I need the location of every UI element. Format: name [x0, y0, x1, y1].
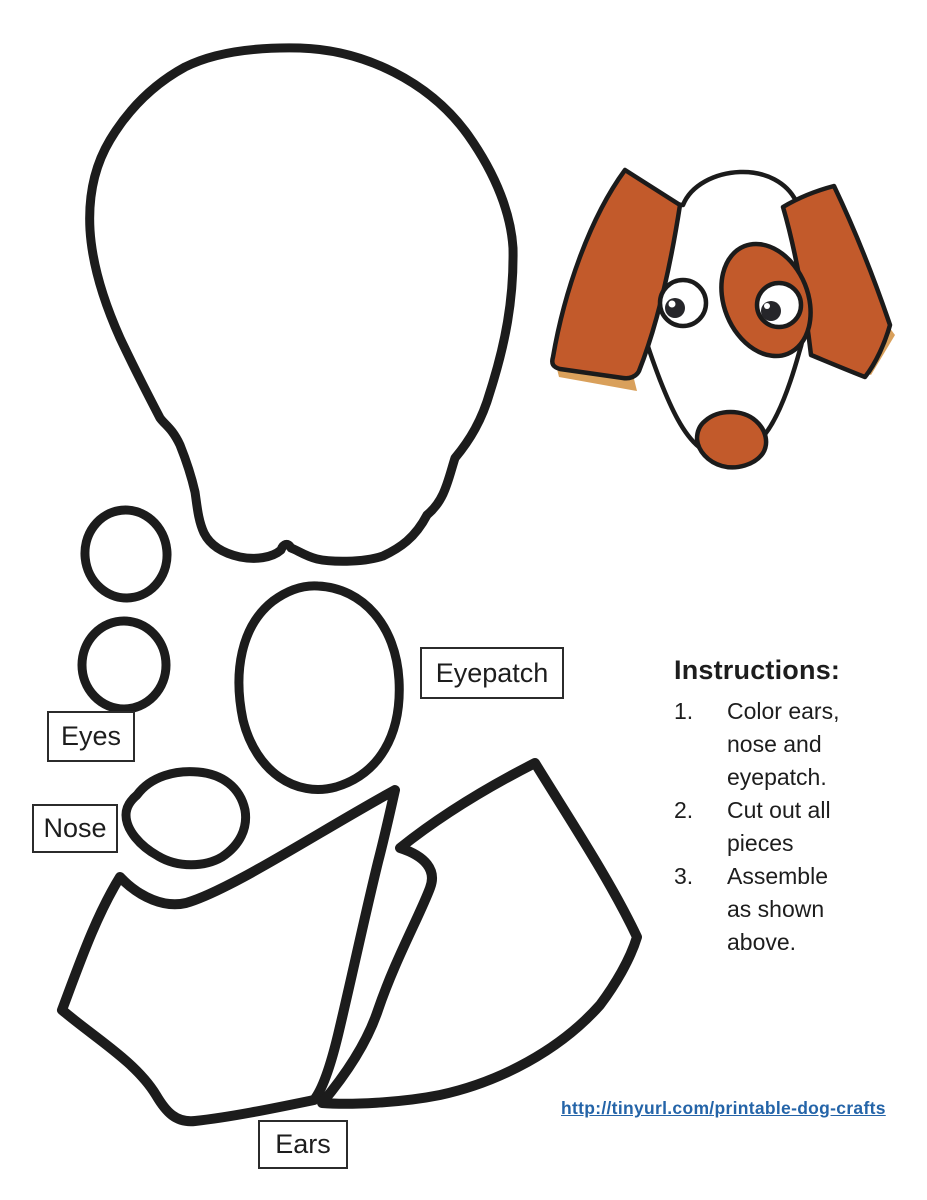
label-eyes-text: Eyes — [60, 721, 122, 751]
photo-right-pupil — [761, 301, 781, 321]
assembled-dog-art — [533, 143, 927, 483]
eye-template-1 — [81, 506, 172, 602]
assembled-dog-photo — [533, 143, 927, 483]
step-number: 3. — [674, 863, 694, 889]
photo-left-eye-glint — [669, 301, 676, 308]
photo-right-eye-glint — [764, 303, 770, 309]
step-number: 2. — [674, 797, 694, 823]
photo-nose — [697, 412, 766, 467]
instruction-step-3 — [674, 860, 899, 959]
instructions-block — [674, 655, 899, 959]
instruction-step-2 — [674, 794, 899, 860]
label-eyes — [47, 711, 135, 762]
eye-template-2 — [82, 621, 166, 709]
label-eyepatch-text: Eyepatch — [435, 657, 549, 688]
nose-template-shape — [126, 772, 246, 865]
source-url-link[interactable]: http://tinyurl.com/printable-dog-crafts — [561, 1098, 886, 1118]
step-number: 1. — [674, 698, 694, 724]
step-text: Cut out all pieces — [727, 797, 831, 856]
eyepatch-template-shape — [239, 586, 399, 790]
label-eyepatch — [420, 647, 564, 699]
label-ears — [258, 1120, 348, 1169]
step-text: Assemble as shown above. — [727, 863, 828, 955]
photo-left-pupil — [665, 298, 685, 318]
label-nose-text: Nose — [43, 813, 107, 843]
label-nose — [32, 804, 118, 853]
instructions-title: Instructions: — [674, 655, 841, 685]
head-template-shape — [90, 48, 513, 561]
step-text: Color ears, nose and eyepatch. — [727, 698, 840, 790]
instruction-step-1 — [674, 695, 899, 794]
label-ears-text: Ears — [275, 1129, 331, 1159]
